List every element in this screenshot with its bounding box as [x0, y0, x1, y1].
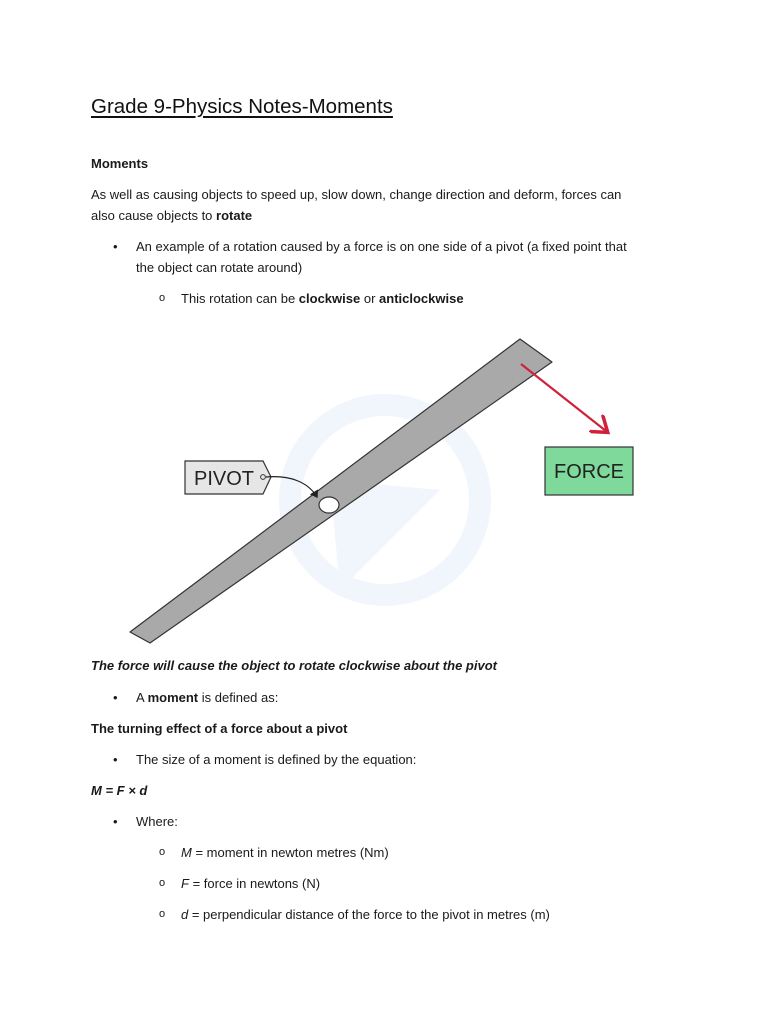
pivot-hole: [319, 497, 339, 513]
where-symbol: F: [181, 876, 189, 891]
moment-definition: The turning effect of a force about a pivot: [91, 721, 348, 736]
intro-line-2-text: also cause objects to: [91, 208, 217, 223]
moment-term: moment: [147, 690, 199, 705]
where-item-f: [181, 873, 320, 894]
intro-line-1: As well as causing objects to speed up, slow down, change direction and deform, forces can: [91, 187, 622, 202]
sub-bullet-marker: o: [159, 877, 166, 889]
where-item-m: [181, 842, 389, 863]
page-title: Grade 9-Physics Notes-Moments: [91, 95, 393, 118]
force-box: [545, 447, 633, 495]
section-heading: Moments: [91, 156, 149, 171]
where-item-d: [181, 904, 550, 925]
sub-bullet-1-or: or: [360, 291, 380, 306]
bullet-4: Where:: [136, 814, 178, 829]
bullet-marker: •: [113, 752, 118, 767]
bullet-2-prefix: A: [136, 690, 148, 705]
bullet-2-suffix: is defined as:: [198, 690, 279, 705]
intro-line-2: [91, 205, 252, 226]
bullet-marker: •: [113, 690, 118, 705]
where-text: = perpendicular distance of the force to the pivot in metres (m): [188, 907, 550, 922]
intro-rotate-term: rotate: [216, 208, 253, 223]
bullet-2: [136, 687, 278, 708]
sub-bullet-marker: o: [159, 292, 166, 304]
bullet-marker: •: [113, 814, 118, 829]
bullet-1-line-2: the object can rotate around): [136, 260, 303, 275]
where-symbol: M: [181, 845, 192, 860]
where-text: = moment in newton metres (Nm): [191, 845, 389, 860]
bullet-marker: •: [113, 239, 118, 254]
clockwise-term: clockwise: [298, 291, 361, 306]
moment-equation: M = F × d: [91, 783, 148, 798]
sub-bullet-1: [181, 288, 464, 309]
bullet-3: The size of a moment is defined by the equation:: [136, 752, 417, 767]
bullet-1-line-1: An example of a rotation caused by a force is on one side of a pivot (a fixed point that: [136, 239, 627, 254]
sub-bullet-marker: o: [159, 908, 166, 920]
force-label: FORCE: [554, 461, 624, 483]
anticlockwise-term: anticlockwise: [379, 291, 464, 306]
sub-bullet-marker: o: [159, 846, 166, 858]
pivot-label: PIVOT: [193, 468, 255, 490]
sub-bullet-1-prefix: This rotation can be: [181, 291, 299, 306]
pivot-diagram: [0, 330, 768, 650]
where-text: = force in newtons (N): [188, 876, 321, 891]
diagram-caption: The force will cause the object to rotate clockwise about the pivot: [91, 658, 497, 673]
where-symbol: d: [181, 907, 189, 922]
force-arrow: [521, 364, 606, 431]
